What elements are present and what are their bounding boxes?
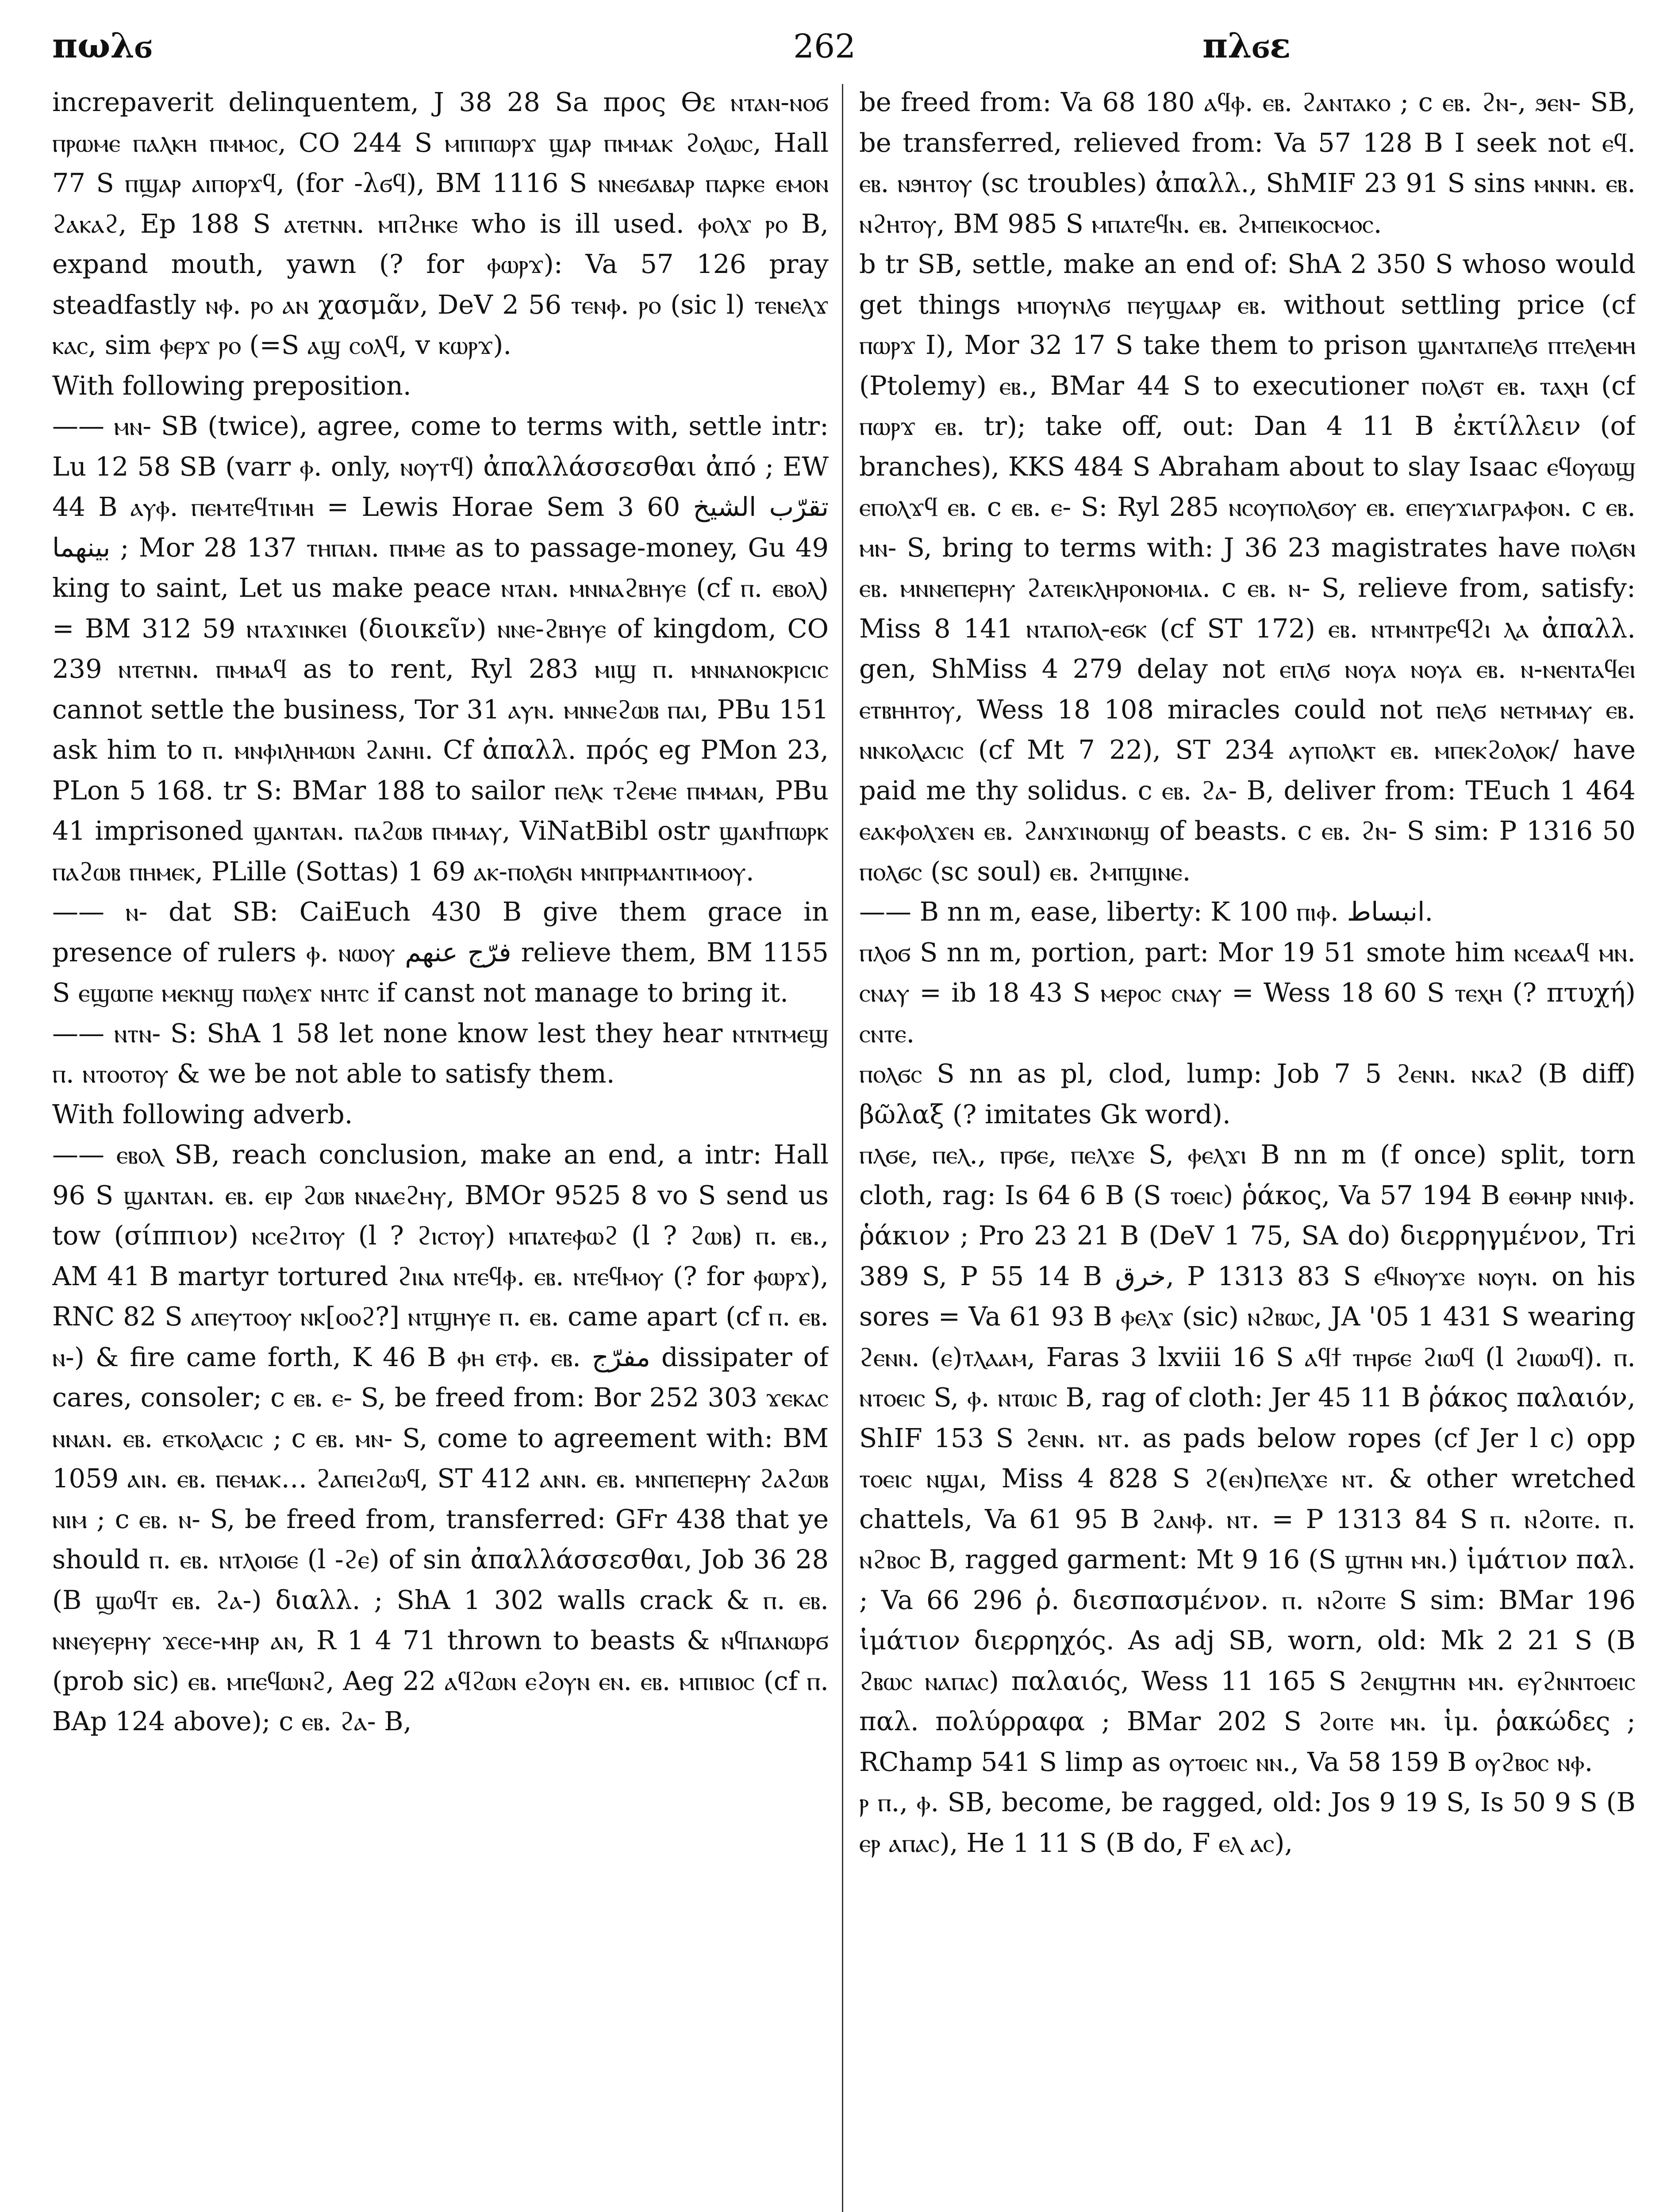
left-headword: πωλϭ xyxy=(52,26,153,66)
column-divider xyxy=(842,84,843,2212)
left-column xyxy=(52,82,829,2212)
right-column-text: be freed from: Va 68 180 ⲁϥⲫ. ⲉⲃ. ϩⲁⲛⲧⲁⲕⲟ ; c ⲉⲃ. ϩⲛ-, ϧⲉⲛ- SB, be transferred, relieved from: Va 57 128 B I seek not ⲉϥ. ⲉⲃ. ⲛϧⲏⲧⲟⲩ (sc troubles) ἀπαλλ., ShMIF 23 91 S sins ⲙⲛⲛⲛ. ⲉⲃ. ⲛϩⲏⲧⲟⲩ, BM 985 S ⲙⲡⲁⲧⲉϥⲛ. ⲉⲃ. ϩⲙⲡⲉⲓⲕⲟⲥⲙⲟⲥ. b tr SB, settle, make an end of: ShA 2 350 S whoso would get things ⲙⲡⲟⲩⲛⲗϭ ⲡⲉⲩϣⲁⲁⲣ ⲉⲃ. without settling price (cf ⲡⲱⲣϫ I), Mor 32 17 S take them to prison ϣⲁⲛⲧⲁⲡⲉⲗϭ ⲡⲧⲉⲗⲉⲙⲏ (Ptolemy) ⲉⲃ., BMar 44 S to executioner ⲡⲟⲗϭⲧ ⲉⲃ. ⲧⲁⲭⲏ (cf ⲡⲱⲣϫ ⲉⲃ. tr); take off, out: Dan 4 11 B ἐκτίλλειν (of branches), KKS 484 S Abraham about to slay Isaac ⲉϥⲟⲩⲱϣ ⲉⲡⲟⲗϫϥ ⲉⲃ. c ⲉⲃ. ⲉ- S: Ryl 285 ⲛⲥⲟⲩⲡⲟⲗϭⲟⲩ ⲉⲃ. ⲉⲡⲉⲩϫⲓⲁⲅⲣⲁⲫⲟⲛ. c ⲉⲃ. ⲙⲛ- S, bring to terms with: J 36 23 magistrates have ⲡⲟⲗϭⲛ ⲉⲃ. ⲙⲛⲛⲉⲡⲉⲣⲏⲩ ϩⲁⲧⲉⲓⲕⲗⲏⲣⲟⲛⲟⲙⲓⲁ. c ⲉⲃ. ⲛ- S, relieve from, satisfy: Miss 8 141 ⲛⲧⲁⲡⲟⲗ-ⲉϭⲕ (cf ST 172) ⲉⲃ. ⲛⲧⲙⲛⲧⲣⲉϥϩⲓ ⲗⲁ ἀπαλλ. gen, ShMiss 4 279 delay not ⲉⲡⲗϭ ⲛⲟⲩⲁ ⲛⲟⲩⲁ ⲉⲃ. ⲛ-ⲛⲉⲛⲧⲁϥⲉⲓ ⲉⲧⲃⲏⲏⲧⲟⲩ, Wess 18 108 miracles could not ⲡⲉⲗϭ ⲛⲉⲧⲙⲙⲁⲩ ⲉⲃ. ⲛⲛⲕⲟⲗⲁⲥⲓⲥ (cf Mt 7 22), ST 234 ⲁⲩⲡⲟⲗⲕⲧ ⲉⲃ. ⲙⲡⲉⲕϩⲟⲗⲟⲕ/ have paid me thy solidus. c ⲉⲃ. ϩⲁ- B, deliver from: TEuch 1 464 ⲉⲁⲕⲫⲟⲗϫⲉⲛ ⲉⲃ. ϩⲁⲛϫⲓⲛⲱⲛϣ of beasts. c ⲉⲃ. ϩⲛ- S sim: P 1316 50 ⲡⲟⲗϭⲥ (sc soul) ⲉⲃ. ϩⲙⲡϣⲓⲛⲉ. —— B nn m, ease, liberty: K 100 ⲡⲓⲫ. انبساط. ⲡⲗⲟϭ S nn m, portion, part: Mor 19 51 smote him ⲛⲥⲉⲁⲁϥ ⲙⲛ. ⲥⲛⲁⲩ = ib 18 43 S ⲙⲉⲣⲟⲥ ⲥⲛⲁⲩ = Wess 18 60 S ⲧⲉⲭⲏ (? πτυχή) ⲥⲛⲧⲉ. ⲡⲟⲗϭⲥ S nn as pl, clod, lump: Job 7 5 ϩⲉⲛⲛ. ⲛⲕⲁϩ (B diff) βῶλαξ (? imitates Gk word). ⲡⲗϭⲉ, ⲡⲉⲗ., ⲡⲣϭⲉ, ⲡⲉⲗϫⲉ S, ⲫⲉⲗϫⲓ B nn m (f once) split, torn cloth, rag: Is 64 6 B (S ⲧⲟⲉⲓⲥ) ῥάκος, Va 57 194 B ⲉⲑⲙⲏⲣ ⲛⲛⲓⲫ. ῥάκιον ; Pro 23 21 B (DeV 1 75, SA do) διερρηγμένον, Tri 389 S, P 55 14 B خرق, P 1313 83 S ⲉϥⲛⲟⲩϫⲉ ⲛⲟⲩⲛ. on his sores = Va 61 93 B ⲫⲉⲗϫ (sic) ⲛϩⲃⲱⲥ, JA '05 1 431 S wearing ϩⲉⲛⲛ. (ⲉ)ⲧⲗⲁⲁⲙ, Faras 3 lxviii 16 S ⲁϥϯ ⲧⲏⲣϭⲉ ϩⲓⲱϥ (l ϩⲓⲱⲱϥ). ⲡ. ⲛⲧⲟⲉⲓⲥ S, ⲫ. ⲛⲧⲱⲓⲥ B, rag of cloth: Jer 45 11 B ῥάκος παλαιόν, ShIF 153 S ϩⲉⲛⲛ. ⲛⲧ. as pads below ropes (cf Jer l c) opp ⲧⲟⲉⲓⲥ ⲛϣⲁⲓ, Miss 4 828 S ϩ(ⲉⲛ)ⲡⲉⲗϫⲉ ⲛⲧ. & other wretched chattels, Va 61 95 B ϩⲁⲛⲫ. ⲛⲧ. = P 1313 84 S ⲡ. ⲛϩⲟⲓⲧⲉ. ⲡ. ⲛϩⲃⲟⲥ B, ragged garment: Mt 9 16 (S ϣⲧⲏⲛ ⲙⲛ.) ἱμάτιον παλ. ; Va 66 296 ῥ. διεσπασμένον. ⲡ. ⲛϩⲟⲓⲧⲉ S sim: BMar 196 ἱμάτιον διερρηχός. As adj SB, worn, old: Mk 2 21 S (B ϩⲃⲱⲥ ⲛⲁⲡⲁⲥ) παλαιός, Wess 11 165 S ϩⲉⲛϣⲧⲏⲛ ⲙⲛ. ⲉⲩϩⲛⲛⲧⲟⲉⲓⲥ παλ. πολύρραφα ; BMar 202 S ϩⲟⲓⲧⲉ ⲙⲛ. ἱμ. ῥακώδες ; RChamp 541 S limp as ⲟⲩⲧⲟⲉⲓⲥ ⲛⲛ., Va 58 159 B ⲟⲩϩⲃⲟⲥ ⲛⲫ. ⲣ ⲡ., ⲫ. SB, become, be ragged, old: Jos 9 19 S, Is 50 9 S (B ⲉⲣ ⲁⲡⲁⲥ), He 1 11 S (B do, F ⲉⲗ ⲁⲥ), xyxy=(859,87,1636,1858)
left-column-text: increpaverit delinquentem, J 38 28 Sa προς ϴε ⲛⲧⲁⲛ-ⲛⲟϭ ⲡⲣⲱⲙⲉ ⲡⲁⲗⲕⲏ ⲡⲙⲙⲟⲥ, CO 244 S ⲙⲡⲓⲡⲱⲣϫ ϣⲁⲣ ⲡⲙⲙⲁⲕ ϩⲟⲗⲱⲥ, Hall 77 S ⲡϣⲁⲣ ⲁⲓⲡⲟⲣϫϥ, (for -λϭϥ), BM 1116 S ⲛⲛⲉϭⲁⲃⲁⲣ ⲡⲁⲣⲕⲉ ⲉⲙⲟⲛ ϩⲁⲕⲁϩ, Ep 188 S ⲁⲧⲉⲧⲛⲛ. ⲙⲡϩⲏⲕⲉ who is ill used. ⲫⲟⲗϫ ⲣⲟ B, expand mouth, yawn (? for ⲫⲱⲣϫ): Va 57 126 pray steadfastly ⲛⲫ. ⲣⲟ ⲁⲛ χασμᾶν, DeV 2 56 ⲧⲉⲛⲫ. ⲣⲟ (sic l) ⲧⲉⲛⲉⲗϫ ⲕⲁⲥ, sim ⲫⲉⲣϫ ⲣⲟ (=S ⲁϣ ⲥⲟⲗϥ, v ⲕⲱⲣϫ). With following preposition. —— ⲙⲛ- SB (twice), agree, come to terms with, settle intr: Lu 12 58 SB (varr ⲫ. only, ⲛⲟⲩⲧϥ) ἀπαλλάσσεσθαι ἀπό ; EW 44 B ⲁⲩⲫ. ⲡⲉⲙⲧⲉϥⲧⲓⲙⲏ = Lewis Horae Sem 3 60 تقرّب الشيخ بينهما ; Mor 28 137 ⲧⲏⲡⲁⲛ. ⲡⲙⲙⲉ as to passage-money, Gu 49 king to saint, Let us make peace ⲛⲧⲁⲛ. ⲙⲛⲛⲁϩⲃⲏⲩⲉ (cf ⲡ. ⲉⲃⲟⲗ) = BM 312 59 ⲛⲧⲁϫⲓⲛⲕⲉⲓ (διοικεῖν) ⲛⲛⲉ-ϩⲃⲏⲩⲉ of kingdom, CO 239 ⲛⲧⲉⲧⲛⲛ. ⲡⲙⲙⲁϥ as to rent, Ryl 283 ⲙⲓϣ ⲡ. ⲙⲛⲛⲁⲛⲟⲕⲣⲓⲥⲓⲥ cannot settle the business, Tor 31 ⲁⲩⲛ. ⲙⲛⲛⲉϩⲱⲃ ⲡⲁⲓ, PBu 151 ask him to ⲡ. ⲙⲛⲫⲓⲗⲏⲙⲱⲛ ϩⲁⲛⲏⲓ. Cf ἀπαλλ. πρός eg PMon 23, PLon 5 168. tr S: BMar 188 to sailor ⲡⲉⲗⲕ ⲧϩⲉⲙⲉ ⲡⲙⲙⲁⲛ, PBu 41 imprisoned ϣⲁⲛⲧⲁⲛ. ⲡⲁϩⲱⲃ ⲡⲙⲙⲁⲩ, ViNatBibl ostr ϣⲁⲛϯⲡⲱⲣⲕ ⲡⲁϩⲱⲃ ⲡⲏⲙⲉⲕ, PLille (Sottas) 1 69 ⲁⲕ-ⲡⲟⲗϭⲛ ⲙⲛⲡⲣⲙⲁⲛⲧⲓⲙⲟⲟⲩ. —— ⲛ- dat SB: CaiEuch 430 B give them grace in presence of rulers ⲫ. ⲛⲱⲟⲩ فرّج عنهم relieve them, BM 1155 S ⲉϣⲱⲡⲉ ⲙⲉⲕⲛϣ ⲡⲱⲗⲉϫ ⲛⲏⲧⲥ if canst not manage to bring it. —— ⲛⲧⲛ- S: ShA 1 58 let none know lest they hear ⲛⲧⲛⲧⲙⲉϣ ⲡ. ⲛⲧⲟⲟⲧⲟⲩ & we be not able to satisfy them. With following adverb. —— ⲉⲃⲟⲗ SB, reach conclusion, make an end, a intr: Hall 96 S ϣⲁⲛⲧⲁⲛ. ⲉⲃ. ⲉⲓⲣ ϩⲱⲃ ⲛⲛⲁⲉϩⲏⲩ, BMOr 9525 8 vo S send us tow (σίππιον) ⲛⲥⲉϩⲓⲧⲟⲩ (l ? ϩⲓⲥⲧⲟⲩ) ⲙⲡⲁⲧⲉⲫⲱϩ (l ? ϩⲱⲃ) ⲡ. ⲉⲃ., AM 41 B martyr tortured ϩⲓⲛⲁ ⲛⲧⲉϥⲫ. ⲉⲃ. ⲛⲧⲉϥⲙⲟⲩ (? for ⲫⲱⲣϫ), RNC 82 S ⲁⲡⲉⲩⲧⲟⲟⲩ ⲛⲕ[ⲟⲟϩ?] ⲛⲧϣⲏⲩⲉ ⲡ. ⲉⲃ. came apart (cf ⲡ. ⲉⲃ. ⲛ-) & fire came forth, K 46 B ⲫⲏ ⲉⲧⲫ. ⲉⲃ. مفرّج dissipater of cares, consoler; c ⲉⲃ. ⲉ- S, be freed from: Bor 252 303 ϫⲉⲕⲁⲥ ⲛⲛⲁⲛ. ⲉⲃ. ⲉⲧⲕⲟⲗⲁⲥⲓⲥ ; c ⲉⲃ. ⲙⲛ- S, come to agreement with: BM 1059 ⲁⲓⲛ. ⲉⲃ. ⲡⲉⲙⲁⲕ… ϩⲁⲡⲉⲓϩⲱϥ, ST 412 ⲁⲛⲛ. ⲉⲃ. ⲙⲛⲡⲉⲡⲉⲣⲏⲩ ϩⲁϩⲱⲃ ⲛⲓⲙ ; c ⲉⲃ. ⲛ- S, be freed from, transferred: GFr 438 that ye should ⲡ. ⲉⲃ. ⲛⲧⲗⲟⲓϭⲉ (l -ϩⲉ) of sin ἀπαλλάσσεσθαι, Job 36 28 (B ϣⲱϥⲧ ⲉⲃ. ϩⲁ-) διαλλ. ; ShA 1 302 walls crack & ⲡ. ⲉⲃ. ⲛⲛⲉⲩⲉⲣⲏⲩ ϫⲉⲥⲉ-ⲙⲏⲣ ⲁⲛ, R 1 4 71 thrown to beasts & ⲛϥⲡⲁⲛⲱⲣϭ (prob sic) ⲉⲃ. ⲙⲡⲉϥⲱⲛϩ, Aeg 22 ⲁϥϩⲱⲛ ⲉϩⲟⲩⲛ ⲉⲛ. ⲉⲃ. ⲙⲡⲓⲃⲓⲟⲥ (cf ⲡ. BAp 124 above); c ⲉⲃ. ϩⲁ- B, xyxy=(52,87,829,1736)
right-headword: πλϭε xyxy=(1202,26,1291,66)
right-column xyxy=(859,82,1636,2212)
page-header xyxy=(52,26,1618,74)
page-number: 262 xyxy=(793,27,856,65)
